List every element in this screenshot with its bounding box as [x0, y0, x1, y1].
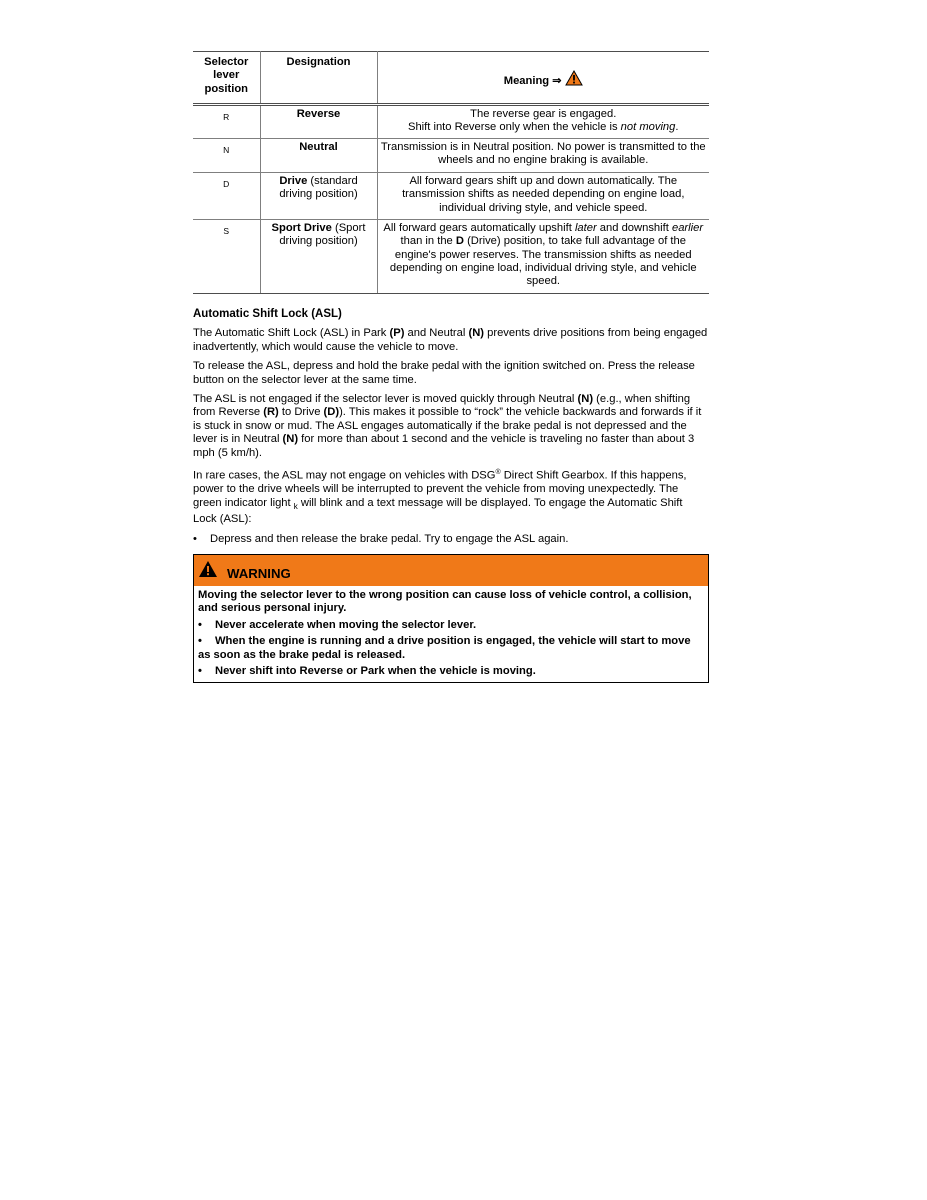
- text-run: Direct Shift Gearbox. If this happens, power to the drive wheels will be interrupted to prevent the vehicle from moving unexpectedly. The green indicator light: [193, 469, 687, 509]
- designation-name: Drive: [279, 174, 308, 187]
- section-heading: Automatic Shift Lock (ASL): [193, 308, 342, 320]
- header-position: Selector lever position: [193, 52, 260, 105]
- cell-designation: [260, 219, 377, 293]
- text-strong: (P): [389, 327, 405, 340]
- registered-mark: ®: [495, 469, 501, 477]
- asl-section: [193, 308, 709, 546]
- designation-suffix: (standard driving position): [279, 174, 358, 201]
- meaning-text: .: [675, 121, 679, 134]
- warning-body: [194, 586, 708, 682]
- cell-meaning: [377, 219, 709, 293]
- text-run: In rare cases, the ASL may not engage on vehicles with DSG: [193, 469, 496, 482]
- designation-name: Neutral: [299, 140, 338, 153]
- meaning-line: The reverse gear is engaged.: [470, 108, 617, 120]
- text-run: ). This makes it possible to “rock” the vehicle backwards and forwards if it is stuck in snow or mud. The ASL engages automatically if the brake pedal is not depressed and the lever is in Neutral: [193, 406, 702, 446]
- meaning-text: All forward gears automatically upshift: [383, 221, 575, 234]
- text-strong: (N): [577, 393, 594, 406]
- warning-bullet: [198, 635, 704, 662]
- designation-suffix: (Sport driving position): [279, 221, 366, 248]
- table-row: [193, 105, 709, 139]
- text-strong: (R): [263, 406, 279, 419]
- warning-bullet-text: When the engine is running and a drive position is engaged, the vehicle will start to move as soon as the brake pedal is released.: [198, 635, 691, 661]
- header-meaning-label: Meaning ⇒: [503, 75, 562, 88]
- text-strong: (N): [468, 327, 485, 340]
- meaning-text: (Drive) position, to take full advantage of the engine's power reserves. The transmission shifts as needed depending on engine load, individual driving style, and vehicle speed.: [389, 235, 697, 288]
- meaning-emphasis: earlier: [671, 221, 704, 234]
- paragraph: [193, 327, 709, 354]
- meaning-emphasis: later: [574, 221, 597, 234]
- warning-triangle-icon: [198, 560, 218, 578]
- bullet-icon: •: [198, 618, 202, 631]
- meaning-text: than in the: [400, 235, 456, 248]
- cell-designation: [260, 105, 377, 139]
- cell-position: S: [193, 219, 260, 293]
- text-run: The Automatic Shift Lock (ASL) in Park: [193, 327, 390, 340]
- cell-designation: [260, 138, 377, 172]
- header-meaning: [377, 52, 709, 105]
- cell-position: R: [193, 105, 260, 139]
- cell-designation: [260, 172, 377, 219]
- text-run: (e.g., when shifting from Reverse: [193, 393, 691, 419]
- meaning-strong: D: [455, 235, 464, 248]
- header-designation: Designation: [260, 52, 377, 105]
- indicator-light-icon: k: [293, 501, 298, 511]
- paragraph: [193, 466, 709, 527]
- text-run: prevents drive positions from being engaged inadvertently, which would cause the vehicle to move.: [193, 327, 708, 353]
- selector-lever-table: [193, 51, 709, 294]
- meaning-emphasis: not moving: [620, 121, 676, 134]
- bullet-list: [193, 533, 709, 546]
- warning-triangle-icon: [565, 70, 583, 86]
- warning-bullet: [198, 665, 704, 678]
- text-strong: (D): [323, 406, 340, 419]
- paragraph: [193, 393, 709, 460]
- cell-meaning: Transmission is in Neutral position. No power is transmitted to the wheels and no engine braking is available.: [377, 138, 709, 172]
- text-strong: (N): [282, 433, 299, 446]
- designation-name: Reverse: [296, 108, 341, 120]
- text-run: will blink and a text message will be displayed. To engage the Automatic Shift Lock (ASL):: [193, 496, 683, 526]
- designation-name: Sport Drive: [271, 221, 332, 234]
- table-row: [193, 219, 709, 293]
- paragraph: To release the ASL, depress and hold the brake pedal with the ignition switched on. Press the release button on the selector lever at the same time.: [193, 360, 695, 386]
- warning-bullet-text: Never shift into Reverse or Park when the vehicle is moving.: [215, 665, 536, 678]
- list-item: • Depress and then release the brake pedal. Try to engage the ASL again.: [193, 533, 709, 546]
- warning-header: [194, 555, 708, 586]
- table-header-row: [193, 52, 709, 105]
- text-run: to Drive: [278, 406, 324, 419]
- cell-position: N: [193, 138, 260, 172]
- warning-intro: Moving the selector lever to the wrong position can cause loss of vehicle control, a collision, and serious personal injury.: [198, 589, 692, 615]
- table-row: [193, 172, 709, 219]
- warning-bullet: [198, 619, 704, 632]
- text-run: The ASL is not engaged if the selector lever is moved quickly through Neutral: [193, 393, 578, 406]
- warning-bullet-text: Never accelerate when moving the selector lever.: [215, 618, 477, 631]
- meaning-text: Shift into Reverse only when the vehicle is: [407, 121, 621, 134]
- meaning-text: and downshift: [596, 221, 672, 234]
- cell-meaning: All forward gears shift up and down automatically. The transmission shifts as needed depending on engine load, individual driving style, and vehicle speed.: [377, 172, 709, 219]
- warning-title: WARNING: [227, 566, 291, 581]
- warning-box: [193, 554, 709, 683]
- cell-position: D: [193, 172, 260, 219]
- text-run: for more than about 1 second and the vehicle is traveling no faster than about 3 mph (5 km/h).: [193, 433, 695, 459]
- table-row: [193, 138, 709, 172]
- bullet-icon: •: [198, 635, 202, 648]
- text-run: and Neutral: [404, 327, 469, 340]
- cell-meaning: [377, 105, 709, 139]
- bullet-icon: •: [198, 665, 202, 678]
